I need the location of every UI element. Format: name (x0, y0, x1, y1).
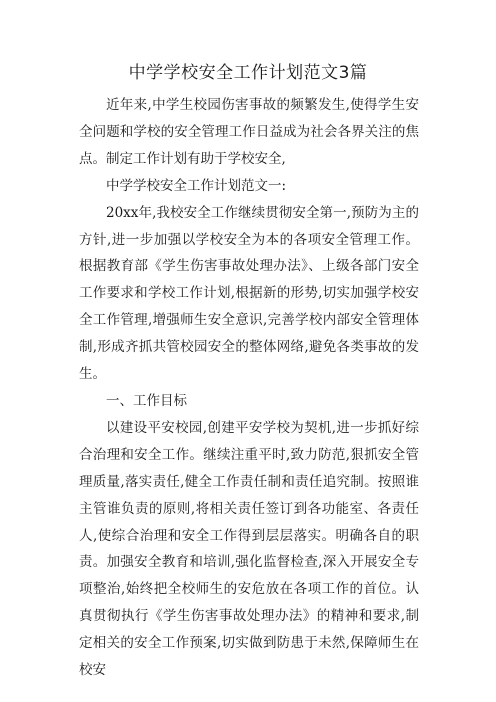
paragraph-sample-heading: 中学学校安全工作计划范文一: (106, 177, 287, 194)
document-body (79, 92, 419, 684)
document-title: 中学学校安全工作计划范文3篇 (128, 63, 368, 83)
paragraph-intro: 近年来,中学生校园伤害事故的频繁发生,使得学生安全问题和学校的安全管理工作日益成为社会各界关注的焦点。制定工作计划有助于学校安全, (79, 97, 419, 167)
section-heading-goals: 一、工作目标 (106, 392, 187, 409)
paragraph-goals: 以建设平安校园,创建平安学校为契机,进一步抓好综合治理和安全工作。继续注重平时,致力防范,狠抓安全管理质量,落实责任,健全工作责任制和责任追究制。按照谁主管谁负责的原则,将相关责任签订到各功能室、各责任人,使综合治理和安全工作得到层层落实。明确各自的职责。加强安全教育和培训,强化监督检查,深入开展安全专项整治,始终把全校师生的安危放在各项工作的首位。认真贯彻执行《学生伤害事故处理办法》的精神和要求,制定相关的安全工作预案,切实做到防患于未然,保障师生在校安 (79, 419, 419, 679)
paragraph-overview: 20xx年,我校安全工作继续贯彻安全第一,预防为主的方针,进一步加强以学校安全为本的各项安全管理工作。根据教育部《学生伤害事故处理办法》、上级各部门安全工作要求和学校工作计划,根据新的形势,切实加强学校安全工作管理,增强师生安全意识,完善学校内部安全管理体制,形成齐抓共管校园安全的整体网络,避免各类事故的发生。 (79, 204, 419, 383)
